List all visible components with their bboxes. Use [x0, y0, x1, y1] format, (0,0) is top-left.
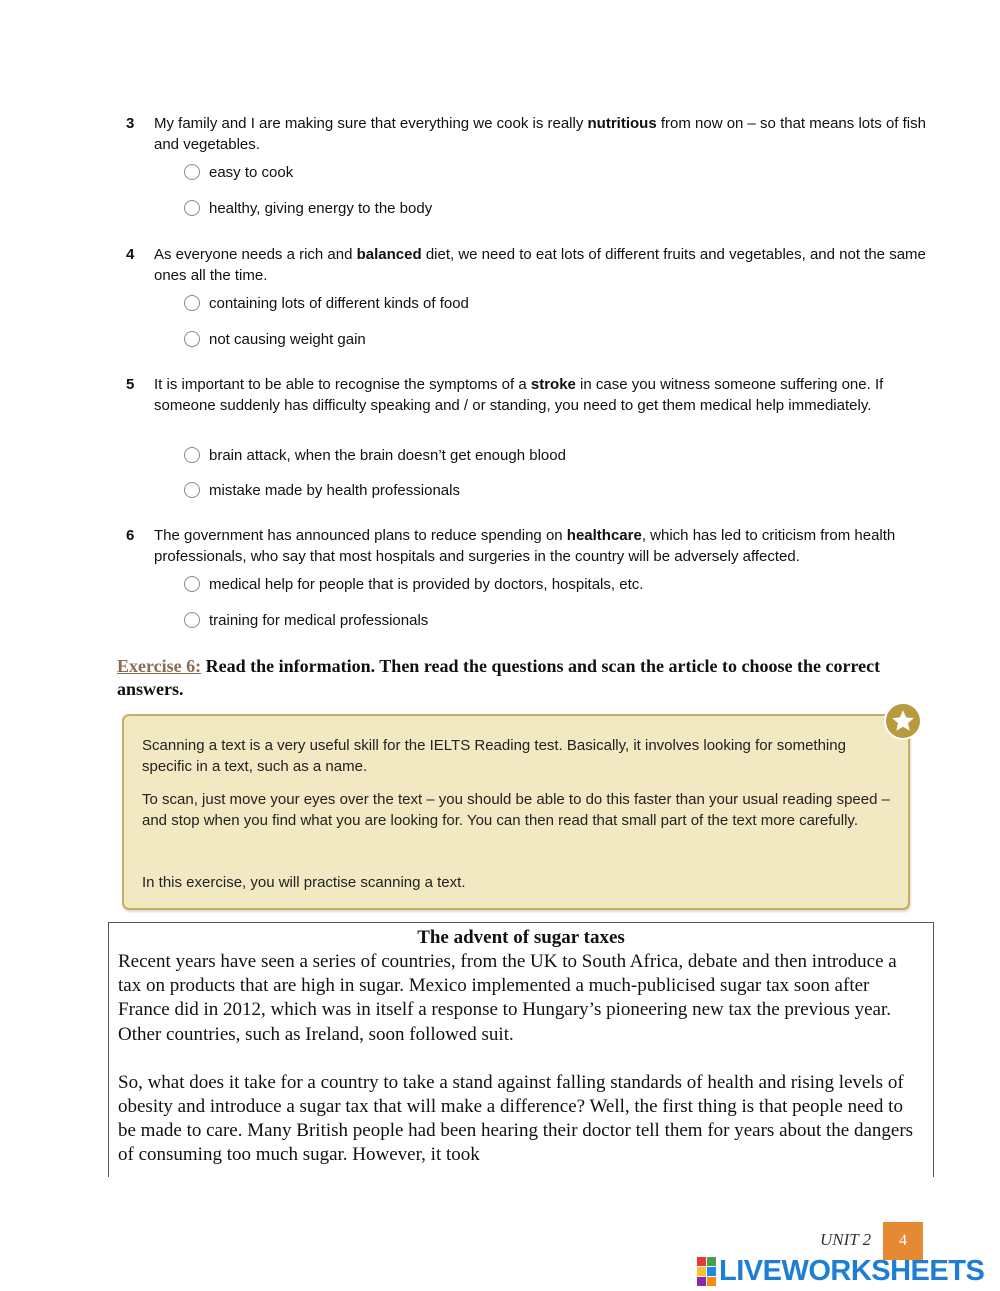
option-label: training for medical professionals — [209, 611, 429, 629]
page-number: 4 — [883, 1222, 923, 1260]
option-3b[interactable] — [184, 197, 432, 219]
option-5b[interactable] — [184, 479, 460, 501]
info-paragraph: To scan, just move your eyes over the text – you should be able to do this faster than your usual reading speed – and stop when you find what you are looking for. You can then read that small part of the text more carefully. — [142, 791, 890, 829]
info-paragraph: Scanning a text is a very useful skill for the IELTS Reading test. Basically, it involves looking for something specific in a text, such as a name. — [142, 737, 846, 775]
option-label: containing lots of different kinds of food — [209, 294, 469, 312]
unit-label: UNIT 2 — [820, 1230, 872, 1249]
exercise-label: Exercise 6: — [117, 656, 202, 676]
star-icon — [884, 702, 922, 740]
radio-button[interactable] — [184, 612, 200, 628]
article-paragraph: So, what does it take for a country to take a stand against falling standards of health and rising levels of obesity and introduce a sugar tax that will make a difference? Well, the first thing is that people need to be made to care. Many British people had been hearing their doctor tell them for years about the dangers of consuming too much sugar. However, it took — [118, 1071, 914, 1166]
radio-button[interactable] — [184, 295, 200, 311]
question-6 — [126, 525, 926, 567]
question-5 — [126, 374, 926, 416]
option-3a[interactable] — [184, 161, 293, 183]
question-text: It is important to be able to recognise the symptoms of a stroke in case you witness someone suffering one. If someone suddenly has difficulty speaking and / or standing, you need to get them medical help immediately. — [154, 376, 884, 414]
question-text: As everyone needs a rich and balanced diet, we need to eat lots of different fruits and vegetables, and not the same ones all the time. — [154, 246, 926, 284]
question-text: My family and I are making sure that everything we cook is really nutritious from now on – so that means lots of fish and vegetables. — [154, 115, 926, 153]
question-number: 5 — [126, 376, 135, 393]
brand-wordmark: LIVEWORKSHEETS — [719, 1255, 985, 1287]
option-6a[interactable] — [184, 573, 643, 595]
option-4a[interactable] — [184, 292, 469, 314]
radio-button[interactable] — [184, 164, 200, 180]
radio-button[interactable] — [184, 331, 200, 347]
option-6b[interactable] — [184, 609, 428, 631]
info-paragraph: In this exercise, you will practise scanning a text. — [142, 874, 466, 891]
option-label: brain attack, when the brain doesn’t get enough blood — [209, 446, 566, 464]
option-label: easy to cook — [209, 163, 294, 181]
radio-button[interactable] — [184, 200, 200, 216]
keyword: nutritious — [587, 115, 657, 132]
exercise-instruction: Read the information. Then read the questions and scan the article to choose the correct answers. — [117, 656, 881, 699]
option-5a[interactable] — [184, 444, 566, 466]
option-label: medical help for people that is provided by doctors, hospitals, etc. — [209, 575, 644, 593]
radio-button[interactable] — [184, 576, 200, 592]
question-number: 4 — [126, 246, 135, 263]
exercise-heading — [117, 655, 907, 701]
radio-button[interactable] — [184, 482, 200, 498]
keyword: stroke — [530, 376, 576, 393]
info-box — [122, 714, 910, 910]
question-number: 3 — [126, 115, 135, 132]
brand-logo — [697, 1256, 984, 1286]
liveworksheets-logo-icon — [697, 1257, 716, 1286]
question-number: 6 — [126, 527, 135, 544]
radio-button[interactable] — [184, 447, 200, 463]
article-paragraph: Recent years have seen a series of countries, from the UK to South Africa, debate and then introduce a tax on products that are high in sugar. Mexico implemented a much-publicised sugar tax soon after France did in 2012, which was in itself a response to Hungary’s pioneering new tax the previous year. Other countries, such as Ireland, soon followed suit. — [118, 951, 897, 1045]
question-text: The government has announced plans to reduce spending on healthcare, which has led to criticism from health professionals, who say that most hospitals and surgeries in the country will be adversely affected. — [154, 527, 896, 565]
article-title: The advent of sugar taxes — [417, 927, 625, 948]
question-3 — [126, 113, 926, 155]
option-label: healthy, giving energy to the body — [209, 199, 433, 217]
article-box — [108, 922, 934, 1177]
keyword: healthcare — [566, 527, 642, 544]
keyword: balanced — [356, 246, 422, 263]
option-label: mistake made by health professionals — [209, 481, 460, 499]
option-4b[interactable] — [184, 328, 366, 350]
option-label: not causing weight gain — [209, 330, 366, 348]
question-4 — [126, 244, 926, 286]
